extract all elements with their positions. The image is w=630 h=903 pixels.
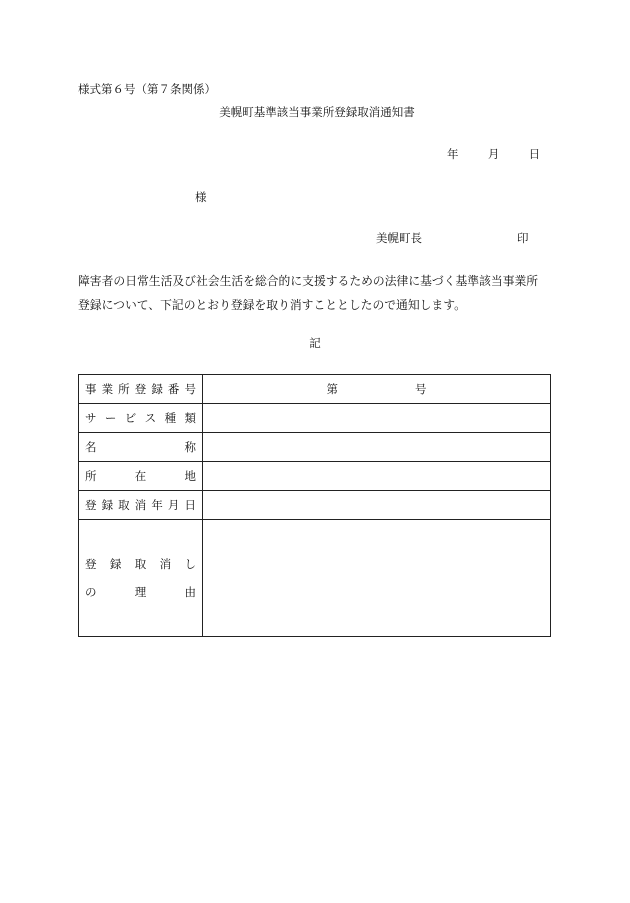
label-char: 理 — [134, 585, 147, 599]
date-day: 日 — [528, 147, 541, 161]
label-char: 番 — [167, 382, 180, 396]
row-label-name — [79, 433, 203, 462]
issuer-name: 美幌町長 — [376, 231, 422, 245]
office-number-field[interactable] — [203, 375, 551, 404]
label-char: 所 — [85, 469, 97, 483]
name-field[interactable] — [203, 433, 551, 462]
date-year: 年 — [447, 147, 459, 161]
row-label-office-number — [79, 375, 203, 404]
label-char: 在 — [134, 469, 147, 483]
label-char: 録 — [101, 498, 114, 512]
label-char: ス — [144, 411, 157, 425]
number-wrap — [327, 381, 427, 397]
label-char: 登 — [85, 557, 97, 571]
addressee-suffix: 様 — [195, 190, 207, 204]
row-label-location — [79, 462, 203, 491]
label-char: 事 — [85, 382, 97, 396]
label-char: 類 — [184, 411, 196, 425]
label-char: 号 — [184, 382, 196, 396]
label-char: 種 — [164, 411, 177, 425]
row-label-cancellation-date — [79, 491, 203, 520]
spread-label — [85, 584, 196, 600]
form-number: 様式第６号（第７条関係） — [78, 82, 216, 96]
seal-mark: 印 — [517, 231, 529, 245]
table-row — [79, 491, 551, 520]
label-char: 録 — [151, 382, 163, 396]
label-char: 登 — [134, 382, 147, 396]
label-char: 消 — [159, 557, 172, 571]
label-char: 日 — [184, 498, 196, 512]
label-char: 称 — [184, 440, 196, 454]
label-char: 地 — [184, 469, 196, 483]
label-char: 録 — [109, 557, 122, 571]
number-suffix: 号 — [415, 382, 427, 396]
document-title-text: 美幌町基準該当事業所登録取消通知書 — [219, 105, 415, 119]
label-char: ー — [104, 411, 117, 425]
spread-label — [85, 468, 196, 484]
label-char: 登 — [85, 498, 97, 512]
table-row — [79, 433, 551, 462]
ki-heading: 記 — [309, 336, 321, 350]
number-prefix: 第 — [326, 382, 338, 396]
spread-label — [85, 497, 196, 513]
label-char: し — [184, 557, 196, 571]
two-line-label — [85, 556, 196, 600]
cancellation-date-field[interactable] — [203, 491, 551, 520]
label-char: 取 — [134, 557, 147, 571]
table-row — [79, 520, 551, 637]
spread-label — [85, 439, 196, 455]
table-row — [79, 462, 551, 491]
date-month: 月 — [487, 147, 500, 161]
table-row — [79, 404, 551, 433]
table-row — [79, 375, 551, 404]
label-char: ビ — [124, 411, 137, 425]
body-line-1: 障害者の日常生活及び社会生活を総合的に支援するための法律に基づく基準該当事業所 — [78, 274, 539, 288]
label-char: の — [85, 585, 97, 599]
row-label-cancellation-reason — [79, 520, 203, 637]
location-field[interactable] — [203, 462, 551, 491]
label-char: 所 — [118, 382, 130, 396]
label-char: 取 — [118, 498, 130, 512]
label-char: サ — [85, 411, 97, 425]
label-char: 由 — [184, 585, 196, 599]
cancellation-reason-field[interactable] — [203, 520, 551, 637]
service-type-field[interactable] — [203, 404, 551, 433]
spread-label — [85, 410, 196, 426]
spread-label — [85, 556, 196, 572]
date-line — [447, 146, 540, 162]
document-title — [0, 104, 630, 120]
label-char: 年 — [151, 498, 163, 512]
label-char: 名 — [85, 440, 97, 454]
spread-label — [85, 381, 196, 397]
row-label-service-type — [79, 404, 203, 433]
registration-table — [78, 374, 551, 637]
label-char: 月 — [167, 498, 180, 512]
label-char: 消 — [134, 498, 147, 512]
label-char: 業 — [101, 382, 114, 396]
body-line-2: 登録について、下記のとおり登録を取り消すこととしたので通知します。 — [78, 298, 466, 312]
